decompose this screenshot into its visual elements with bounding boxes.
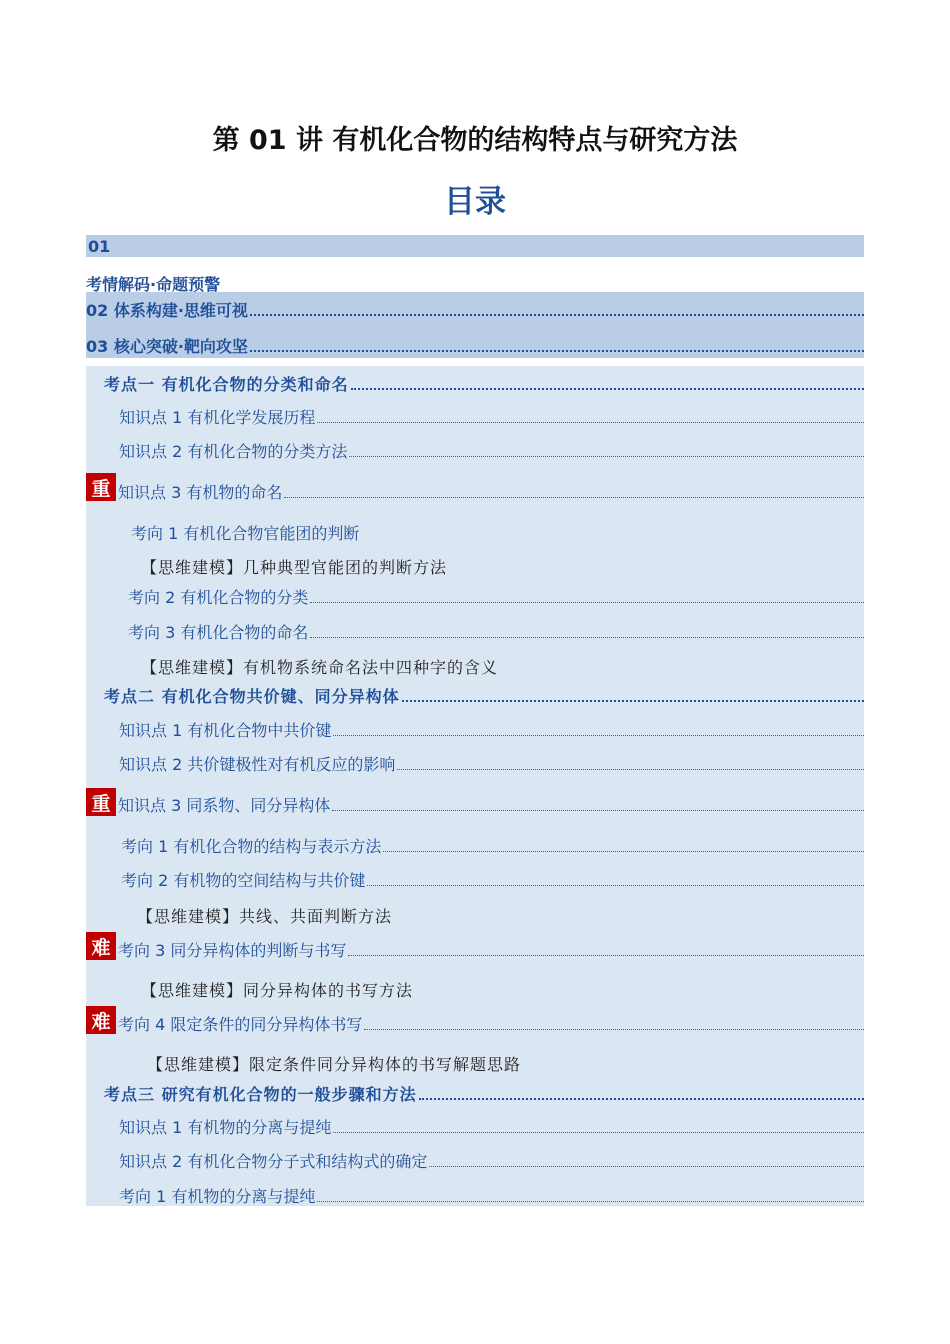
leader-dots [383,851,864,852]
toc-entry-label: 考向 2 有机物的空间结构与共价键 [121,870,366,890]
toc-entry-label: 知识点 3 同系物、同分异构体 [118,795,331,815]
leader-dots [419,1098,864,1100]
leader-dots [310,637,864,638]
toc-entry-label: 考向 4 限定条件的同分异构体书写 [118,1014,363,1034]
badge-difficult: 难 [86,932,116,960]
toc-entry-kaoxiang-2-2[interactable] [121,862,864,896]
toc-entry-kaoxiang-1-1[interactable]: 考向 1 有机化合物官能团的判断 [131,524,360,543]
leader-dots [333,1132,864,1133]
toc-entry-kaodian-1[interactable] [104,366,864,400]
leader-dots [333,735,864,736]
leader-dots [310,602,864,603]
toc-entry-kaoxiang-2-1[interactable] [121,828,864,862]
toc-entry-label: 03 核心突破·靶向攻坚 [86,336,248,356]
leader-dots [317,1201,864,1202]
toc-entry-siwei-3[interactable]: 【思维建模】共线、共面判断方法 [137,907,393,926]
toc-entry-label: 考向 1 有机物的分离与提纯 [119,1186,316,1206]
leader-dots [364,1029,864,1030]
toc-entry-label: 知识点 1 有机物的分离与提纯 [119,1117,332,1137]
toc-entry-kaodian-3[interactable] [104,1076,864,1110]
toc-entry-label: 知识点 2 有机化合物的分类方法 [119,441,348,461]
badge-important: 重 [86,473,116,501]
toc-heading: 目录 [444,184,506,220]
toc-entry-label: 考点一 有机化合物的分类和命名 [104,374,349,394]
leader-dots [349,456,864,457]
leader-dots [317,422,864,423]
leader-dots [250,350,864,352]
section-01-label[interactable]: 考情解码·命题预警 [86,275,221,294]
toc-entry-siwei-5[interactable]: 【思维建模】限定条件同分异构体的书写解题思路 [147,1055,522,1074]
leader-dots [348,955,864,956]
toc-entry-label: 考点三 研究有机化合物的一般步骤和方法 [104,1084,417,1104]
leader-dots [284,497,864,498]
toc-entry-kaoxiang-1-2[interactable] [128,579,864,613]
toc-entry-zhishidian-2-1[interactable] [119,712,864,746]
leader-dots [351,388,864,390]
section-01-band [86,235,864,257]
leader-dots [397,769,864,770]
toc-entry-label: 知识点 2 有机化合物分子式和结构式的确定 [119,1151,428,1171]
toc-entry-kaoxiang-2-4[interactable] [118,1006,864,1040]
toc-entry-label: 02 体系构建·思维可视 [86,300,248,320]
badge-difficult: 难 [86,1006,116,1034]
toc-entry-label: 知识点 2 共价键极性对有机反应的影响 [119,754,396,774]
toc-entry-kaodian-2[interactable] [104,678,864,712]
leader-dots [402,700,864,702]
toc-entry-kaoxiang-2-3[interactable] [118,932,864,966]
leader-dots [367,885,864,886]
toc-entry-zhishidian-3-1[interactable] [119,1109,864,1143]
toc-entry-siwei-1[interactable]: 【思维建模】几种典型官能团的判断方法 [141,558,448,577]
toc-entry-siwei-4[interactable]: 【思维建模】同分异构体的书写方法 [141,981,414,1000]
toc-entry-label: 考向 1 有机化合物的结构与表示方法 [121,836,382,856]
page-title: 第 01 讲 有机化合物的结构特点与研究方法 [212,125,738,156]
toc-entry-kaoxiang-3-1[interactable] [119,1178,864,1212]
toc-entry-zhishidian-1-1[interactable] [119,399,864,433]
leader-dots [332,810,864,811]
leader-dots [429,1166,864,1167]
badge-important: 重 [86,788,116,816]
toc-entry-label: 知识点 3 有机物的命名 [118,482,283,502]
toc-entry-label: 考向 3 同分异构体的判断与书写 [118,940,347,960]
toc-entry-zhishidian-1-2[interactable] [119,433,864,467]
toc-entry-label: 考点二 有机化合物共价键、同分异构体 [104,686,400,706]
toc-entry-label: 考向 2 有机化合物的分类 [128,587,309,607]
toc-entry-kaoxiang-1-3[interactable] [128,614,864,648]
toc-entry-zhishidian-2-3[interactable] [118,787,864,821]
toc-entry-section-03[interactable] [86,328,864,362]
toc-entry-zhishidian-1-3[interactable] [118,474,864,508]
toc-entry-section-02[interactable] [86,292,864,326]
toc-entry-zhishidian-2-2[interactable] [119,746,864,780]
toc-entry-zhishidian-3-2[interactable] [119,1143,864,1177]
toc-entry-label: 知识点 1 有机化合物中共价键 [119,720,332,740]
toc-entry-siwei-2[interactable]: 【思维建模】有机物系统命名法中四种字的含义 [141,658,499,677]
leader-dots [250,314,864,316]
toc-entry-label: 考向 3 有机化合物的命名 [128,622,309,642]
toc-entry-label: 知识点 1 有机化学发展历程 [119,407,316,427]
section-01-number[interactable]: 01 [88,237,111,256]
